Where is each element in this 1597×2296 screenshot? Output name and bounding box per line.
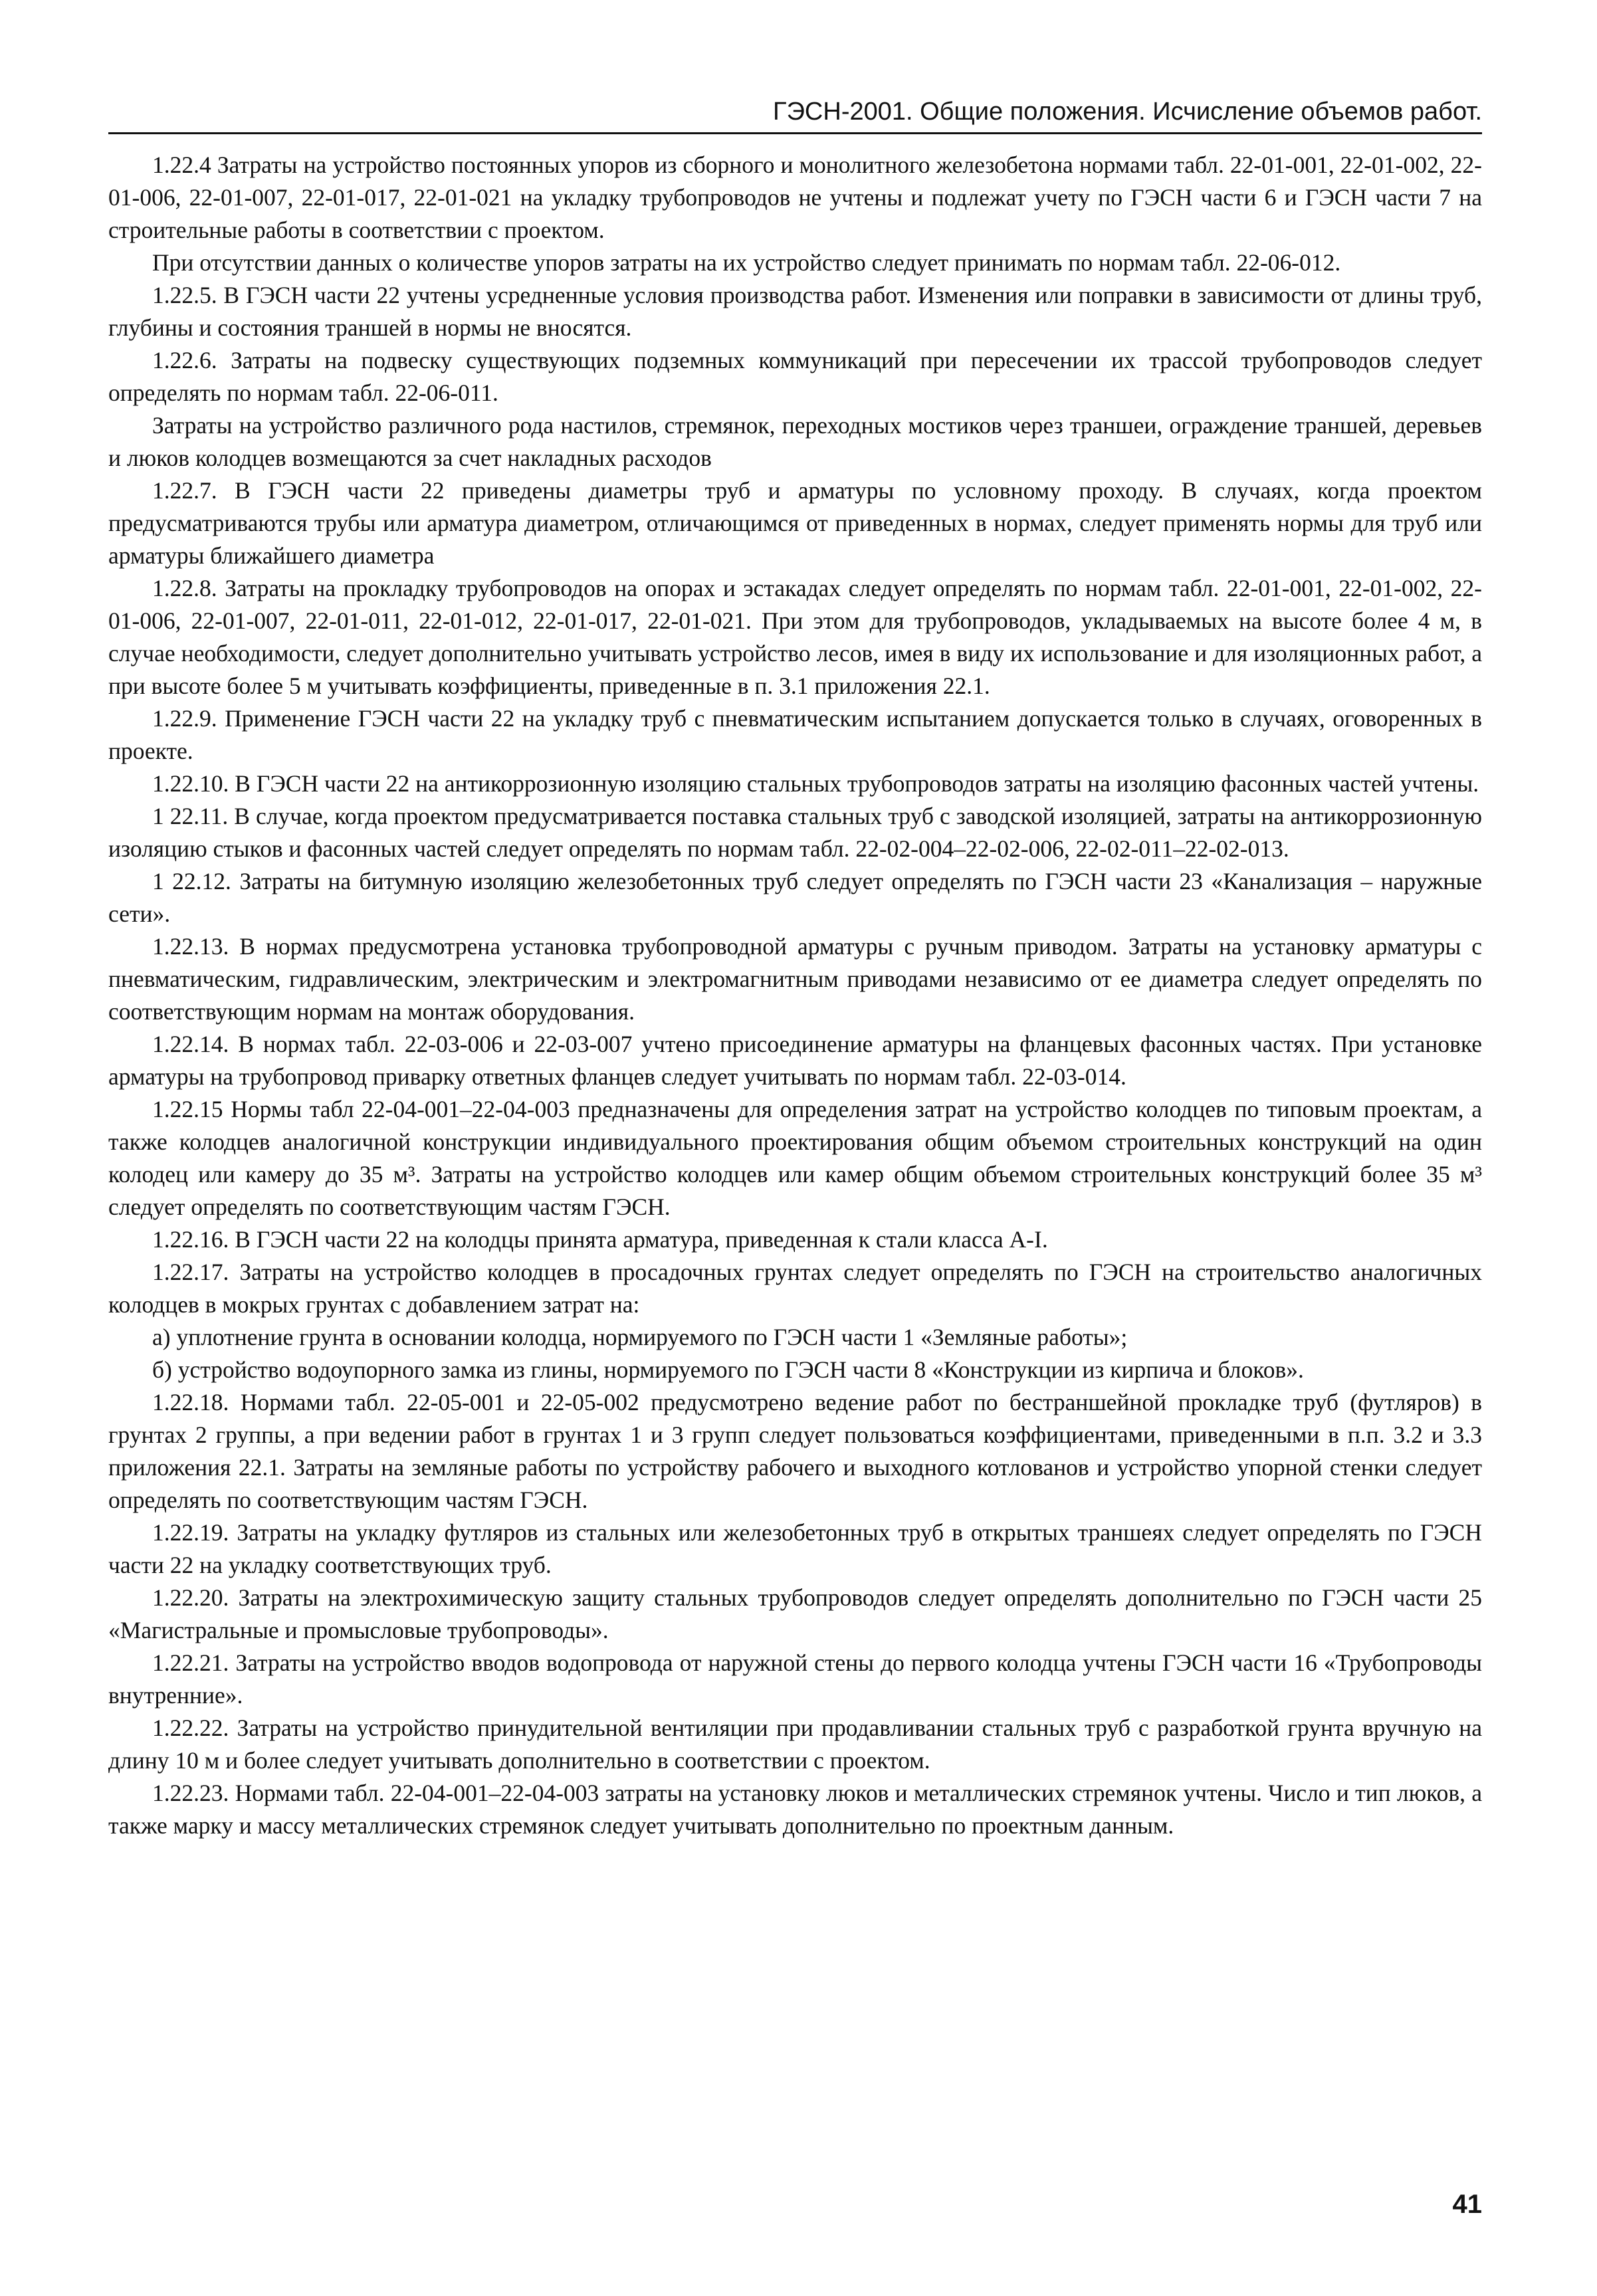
paragraph-1-22-14: 1.22.14. В нормах табл. 22-03-006 и 22-03-007 учтено присоединение арматуры на фланцевых фасонных частях. При установке арматуры на трубопровод приварку ответных фланцев следует учитывать по нормам табл. 22-03-014. — [108, 1031, 1482, 1090]
document-page — [108, 96, 1482, 2263]
paragraph-1-22-12: 1 22.12. Затраты на битумную изоляцию железобетонных труб следует определять по ГЭСН части 23 «Канализация – наружные сети». — [108, 868, 1482, 927]
paragraph-1-22-17: 1.22.17. Затраты на устройство колодцев в просадочных грунтах следует определять по ГЭСН на строительство аналогичных колодцев в мокрых грунтах с добавлением затрат на: — [108, 1259, 1482, 1318]
paragraph-1-22-20: 1.22.20. Затраты на электрохимическую защиту стальных трубопроводов следует определять дополнительно по ГЭСН части 25 «Магистральные и промысловые трубопроводы». — [108, 1584, 1482, 1643]
paragraph-1-22-11: 1 22.11. В случае, когда проектом предусматривается поставка стальных труб с заводской изоляцией, затраты на антикоррозионную изоляцию стыков и фасонных частей следует определять по нормам табл. 22-02-004–22-02-006, 22-02-011–22-02-013. — [108, 803, 1482, 862]
paragraph-1-22-7: 1.22.7. В ГЭСН части 22 приведены диаметры труб и арматуры по условному проходу. В случаях, когда проектом предусматриваются трубы или арматура диаметром, отличающимся от приведенных в нормах, следует применять нормы для труб или арматуры ближайшего диаметра — [108, 477, 1482, 569]
paragraph-1-22-9: 1.22.9. Применение ГЭСН части 22 на укладку труб с пневматическим испытанием допускается только в случаях, оговоренных в проекте. — [108, 705, 1482, 764]
paragraph-1-22-8: 1.22.8. Затраты на прокладку трубопроводов на опорах и эстакадах следует определять по нормам табл. 22-01-001, 22-01-002, 22-01-006, 22-01-007, 22-01-011, 22-01-012, 22-01-017, 22-01-021. При этом для трубопроводов, укладываемых на высоте более 4 м, в случае необходимости, следует дополнительно учитывать устройство лесов, имея в виду их использование и для изоляционных работ, а при высоте более 5 м учитывать коэффициенты, приведенные в п. 3.1 приложения 22.1. — [108, 575, 1482, 699]
page-number: 41 — [1452, 2190, 1482, 2219]
paragraph-1-22-16: 1.22.16. В ГЭСН части 22 на колодцы принята арматура, приведенная к стали класса А-I. — [152, 1226, 1048, 1253]
paragraph-1-22-6: 1.22.6. Затраты на подвеску существующих подземных коммуникаций при пересечении их трассой трубопроводов следует определять по нормам табл. 22-06-011. — [108, 347, 1482, 406]
running-header: ГЭСН-2001. Общие положения. Исчисление объемов работ. — [108, 96, 1482, 134]
paragraph-1-22-17-b: б) устройство водоупорного замка из глины, нормируемого по ГЭСН части 8 «Конструкции из кирпича и блоков». — [152, 1356, 1304, 1383]
paragraph-1-22-15: 1.22.15 Нормы табл 22-04-001–22-04-003 предназначены для определения затрат на устройство колодцев по типовым проектам, а также колодцев аналогичной конструкции индивидуального проектирования общим объемом строительных конструкций на один колодец или камеру до 35 м³. Затраты на устройство колодцев или камер общим объемом строительных конструкций более 35 м³ следует определять по соответствующим частям ГЭСН. — [108, 1096, 1482, 1220]
paragraph-1-22-5: 1.22.5. В ГЭСН части 22 учтены усредненные условия производства работ. Изменения или поправки в зависимости от длины труб, глубины и состояния траншей в нормы не вносятся. — [108, 282, 1482, 341]
paragraph-1-22-4-note: При отсутствии данных о количестве упоров затраты на их устройство следует принимать по нормам табл. 22-06-012. — [152, 249, 1341, 276]
paragraph-1-22-17-a: а) уплотнение грунта в основании колодца, нормируемого по ГЭСН части 1 «Земляные работы»; — [152, 1324, 1128, 1350]
paragraph-1-22-4: 1.22.4 Затраты на устройство постоянных упоров из сборного и монолитного железобетона нормами табл. 22-01-001, 22-01-002, 22-01-006, 22-01-007, 22-01-017, 22-01-021 на укладку трубопроводов не учтены и подлежат учету по ГЭСН части 6 и ГЭСН части 7 на строительные работы в соответствии с проектом. — [108, 152, 1482, 243]
paragraph-1-22-18: 1.22.18. Нормами табл. 22-05-001 и 22-05-002 предусмотрено ведение работ по бестраншейной прокладке труб (футляров) в грунтах 2 группы, а при ведении работ в грунтах 1 и 3 групп следует пользоваться коэффициентами, приведенными в п.п. 3.2 и 3.3 приложения 22.1. Затраты на земляные работы по устройству рабочего и выходного котлованов и устройство упорной стенки следует определять по соответствующим частям ГЭСН. — [108, 1389, 1482, 1513]
paragraph-1-22-10: 1.22.10. В ГЭСН части 22 на антикоррозионную изоляцию стальных трубопроводов затраты на изоляцию фасонных частей учтены. — [152, 770, 1479, 797]
paragraph-1-22-19: 1.22.19. Затраты на укладку футляров из стальных или железобетонных труб в открытых траншеях следует определять по ГЭСН части 22 на укладку соответствующих труб. — [108, 1519, 1482, 1578]
paragraph-1-22-21: 1.22.21. Затраты на устройство вводов водопровода от наружной стены до первого колодца учтены ГЭСН части 16 «Трубопроводы внутренние». — [108, 1649, 1482, 1709]
paragraph-1-22-13: 1.22.13. В нормах предусмотрена установка трубопроводной арматуры с ручным приводом. Затраты на установку арматуры с пневматическим, гидравлическим, электрическим и электромагнитным приводами независимо от ее диаметра следует определять по соответствующим нормам на монтаж оборудования. — [108, 933, 1482, 1025]
paragraph-1-22-23: 1.22.23. Нормами табл. 22-04-001–22-04-003 затраты на установку люков и металлических стремянок учтены. Число и тип люков, а также марку и массу металлических стремянок следует учитывать дополнительно по проектным данным. — [108, 1780, 1482, 1839]
body-text — [108, 149, 1482, 1842]
paragraph-1-22-22: 1.22.22. Затраты на устройство принудительной вентиляции при продавливании стальных труб с разработкой грунта вручную на длину 10 м и более следует учитывать дополнительно в соответствии с проектом. — [108, 1715, 1482, 1774]
paragraph-1-22-6-note: Затраты на устройство различного рода настилов, стремянок, переходных мостиков через траншеи, ограждение траншей, деревьев и люков колодцев возмещаются за счет накладных расходов — [108, 412, 1482, 471]
